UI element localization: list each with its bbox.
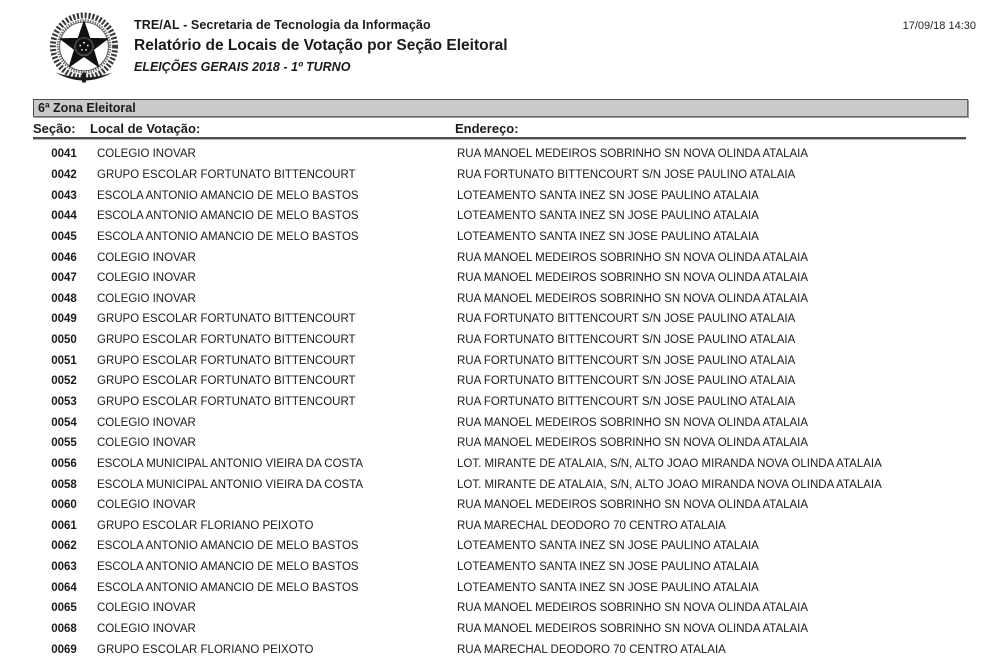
secao-cell: 0063 [51, 561, 77, 574]
table-row [33, 392, 983, 413]
table-row [33, 309, 983, 330]
table-row [33, 206, 983, 227]
endereco-cell: RUA MANOEL MEDEIROS SOBRINHO SN NOVA OLINDA ATALAIA [457, 416, 809, 429]
endereco-cell: RUA FORTUNATO BITTENCOURT S/N JOSE PAULINO ATALAIA [457, 354, 796, 367]
secao-cell: 0044 [51, 210, 77, 223]
secao-cell: 0065 [51, 602, 77, 615]
secao-cell: 0053 [51, 396, 77, 408]
secao-cell: 0069 [51, 643, 77, 656]
endereco-cell: LOTEAMENTO SANTA INEZ SN JOSE PAULINO ATALAIA [457, 210, 759, 223]
local-cell: COLÉGIO INOVAR [97, 272, 196, 285]
endereco-cell: LOT. MIRANTE DE ATALAIA, S/N, ALTO JOÃO MIRANDA NOVA OLINDA ATALAIA [457, 478, 882, 491]
endereco-cell: RUA MANOEL MEDEIROS SOBRINHO SN NOVA OLINDA ATALAIA [457, 623, 809, 636]
endereco-cell: RUA MANOEL MEDEIROS SOBRINHO SN NOVA OLINDA ATALAIA [457, 602, 809, 615]
local-cell: COLÉGIO INOVAR [97, 437, 196, 450]
local-cell: ESCOLA ANTONIO AMANCIO DE MELO BASTOS [97, 230, 359, 243]
endereco-cell: RUA MANOEL MEDEIROS SOBRINHO SN NOVA OLINDA ATALAIA [457, 499, 809, 512]
local-cell: COLÉGIO INOVAR [97, 416, 196, 429]
secao-cell: 0045 [51, 230, 77, 243]
report-title: Relatório de Locais de Votação por Seção Eleitoral [134, 37, 508, 54]
table-row [33, 288, 983, 309]
local-cell: GRUPO ESCOLAR FLORIANO PEIXOTO [97, 519, 314, 532]
local-cell: ESCOLA ANTONIO AMANCIO DE MELO BASTOS [97, 540, 359, 553]
secao-cell: 0043 [51, 189, 77, 202]
local-cell: GRUPO ESCOLAR FLORIANO PEIXOTO [97, 643, 314, 656]
secao-cell: 0060 [51, 499, 77, 512]
secao-cell: 0050 [51, 334, 77, 347]
table-row [33, 350, 983, 371]
secao-cell: 0061 [51, 519, 77, 532]
local-cell: ESCOLA ANTONIO AMANCIO DE MELO BASTOS [97, 210, 359, 223]
secao-cell: 0064 [51, 581, 77, 594]
table-row [33, 619, 983, 640]
table-row [33, 165, 983, 186]
endereco-cell: RUA MARECHAL DEODORO 70 CENTRO ATALAIA [457, 519, 726, 532]
secao-cell: 0068 [51, 623, 77, 636]
local-cell: ESCOLA MUNICIPAL ANTONIO VIEIRA DA COSTA [97, 478, 364, 491]
endereco-cell: LOTEAMENTO SANTA INEZ SN JOSE PAULINO ATALAIA [457, 581, 759, 594]
column-headers [0, 121, 1000, 137]
secao-cell: 0049 [51, 313, 77, 326]
local-cell: COLÉGIO INOVAR [97, 251, 196, 264]
secao-cell: 0054 [51, 416, 77, 429]
table-row [33, 495, 983, 516]
table-row [33, 454, 983, 475]
secao-cell: 0062 [51, 540, 77, 553]
secao-cell: 0055 [51, 437, 77, 450]
zone-label: 6ª Zona Eleitoral [38, 101, 136, 115]
endereco-cell: RUA MARECHAL DEODORO 70 CENTRO ATALAIA [457, 643, 726, 656]
report-header [134, 18, 508, 74]
endereco-cell: RUA FORTUNATO BITTENCOURT S/N JOSE PAULINO ATALAIA [457, 313, 796, 326]
endereco-cell: LOTEAMENTO SANTA INEZ SN JOSE PAULINO ATALAIA [457, 561, 759, 574]
endereco-cell: RUA MANOEL MEDEIROS SOBRINHO SN NOVA OLINDA ATALAIA [457, 437, 809, 450]
endereco-cell: RUA MANOEL MEDEIROS SOBRINHO SN NOVA OLINDA ATALAIA [457, 251, 809, 264]
table-row [33, 227, 983, 248]
endereco-cell: RUA FORTUNATO BITTENCOURT S/N JOSE PAULINO ATALAIA [457, 375, 796, 388]
table-row [33, 185, 983, 206]
local-cell: GRUPO ESCOLAR FORTUNATO BITTENCOURT [97, 354, 356, 367]
table-row [33, 577, 983, 598]
column-header-local: Local de Votação: [90, 121, 201, 136]
table-row [33, 474, 983, 495]
local-cell: COLÉGIO INOVAR [97, 499, 196, 512]
endereco-cell: RUA FORTUNATO BITTENCOURT S/N JOSE PAULINO ATALAIA [457, 168, 796, 181]
local-cell: ESCOLA ANTONIO AMANCIO DE MELO BASTOS [97, 189, 359, 202]
table-row [33, 330, 983, 351]
secao-cell: 0052 [51, 375, 77, 388]
secao-cell: 0047 [51, 272, 77, 285]
print-timestamp: 17/09/18 14:30 [902, 20, 976, 32]
local-cell: GRUPO ESCOLAR FORTUNATO BITTENCOURT [97, 313, 356, 326]
endereco-cell: RUA MANOEL MEDEIROS SOBRINHO SN NOVA OLINDA ATALAIA [457, 272, 809, 285]
zone-header-bar [33, 99, 968, 117]
table-row [33, 412, 983, 433]
secao-cell: 0046 [51, 251, 77, 264]
secao-cell: 0048 [51, 292, 77, 305]
secao-cell: 0056 [51, 457, 77, 470]
local-cell: ESCOLA MUNICIPAL ANTONIO VIEIRA DA COSTA [97, 457, 364, 470]
secao-cell: 0041 [51, 148, 77, 161]
column-header-secao: Seção: [33, 121, 76, 136]
endereco-cell: LOTEAMENTO SANTA INEZ SN JOSE PAULINO ATALAIA [457, 189, 759, 202]
secao-cell: 0051 [51, 354, 77, 367]
endereco-cell: LOT. MIRANTE DE ATALAIA, S/N, ALTO JOÃO MIRANDA NOVA OLINDA ATALAIA [457, 457, 882, 470]
table-row [33, 557, 983, 578]
header-divider-rule [33, 137, 966, 139]
local-cell: COLÉGIO INOVAR [97, 292, 196, 305]
brazil-coat-of-arms-logo [42, 6, 126, 92]
table-row [33, 516, 983, 537]
local-cell: GRUPO ESCOLAR FORTUNATO BITTENCOURT [97, 396, 356, 408]
endereco-cell: RUA MANOEL MEDEIROS SOBRINHO SN NOVA OLINDA ATALAIA [457, 148, 809, 161]
table-row [33, 536, 983, 557]
sections-table [33, 144, 983, 660]
column-header-endereco: Endereço: [455, 121, 519, 136]
local-cell: ESCOLA ANTONIO AMANCIO DE MELO BASTOS [97, 561, 359, 574]
endereco-cell: LOTEAMENTO SANTA INEZ SN JOSE PAULINO ATALAIA [457, 540, 759, 553]
local-cell: ESCOLA ANTONIO AMANCIO DE MELO BASTOS [97, 581, 359, 594]
table-row [33, 639, 983, 660]
local-cell: COLÉGIO INOVAR [97, 148, 196, 161]
report-subtitle: ELEIÇÕES GERAIS 2018 - 1º TURNO [134, 60, 351, 74]
endereco-cell: RUA FORTUNATO BITTENCOURT S/N JOSE PAULINO ATALAIA [457, 396, 796, 408]
table-row [33, 247, 983, 268]
local-cell: GRUPO ESCOLAR FORTUNATO BITTENCOURT [97, 334, 356, 347]
table-row [33, 268, 983, 289]
endereco-cell: LOTEAMENTO SANTA INEZ SN JOSE PAULINO ATALAIA [457, 230, 759, 243]
endereco-cell: RUA MANOEL MEDEIROS SOBRINHO SN NOVA OLINDA ATALAIA [457, 292, 809, 305]
table-row [33, 598, 983, 619]
table-row [33, 144, 983, 165]
table-row [33, 433, 983, 454]
secao-cell: 0058 [51, 478, 77, 491]
secao-cell: 0042 [51, 168, 77, 181]
local-cell: GRUPO ESCOLAR FORTUNATO BITTENCOURT [97, 168, 356, 181]
local-cell: GRUPO ESCOLAR FORTUNATO BITTENCOURT [97, 375, 356, 388]
org-line: TRE/AL - Secretaria de Tecnologia da Informação [134, 18, 431, 32]
table-row [33, 371, 983, 392]
local-cell: COLÉGIO INOVAR [97, 602, 196, 615]
endereco-cell: RUA FORTUNATO BITTENCOURT S/N JOSE PAULINO ATALAIA [457, 334, 796, 347]
local-cell: COLÉGIO INOVAR [97, 623, 196, 636]
